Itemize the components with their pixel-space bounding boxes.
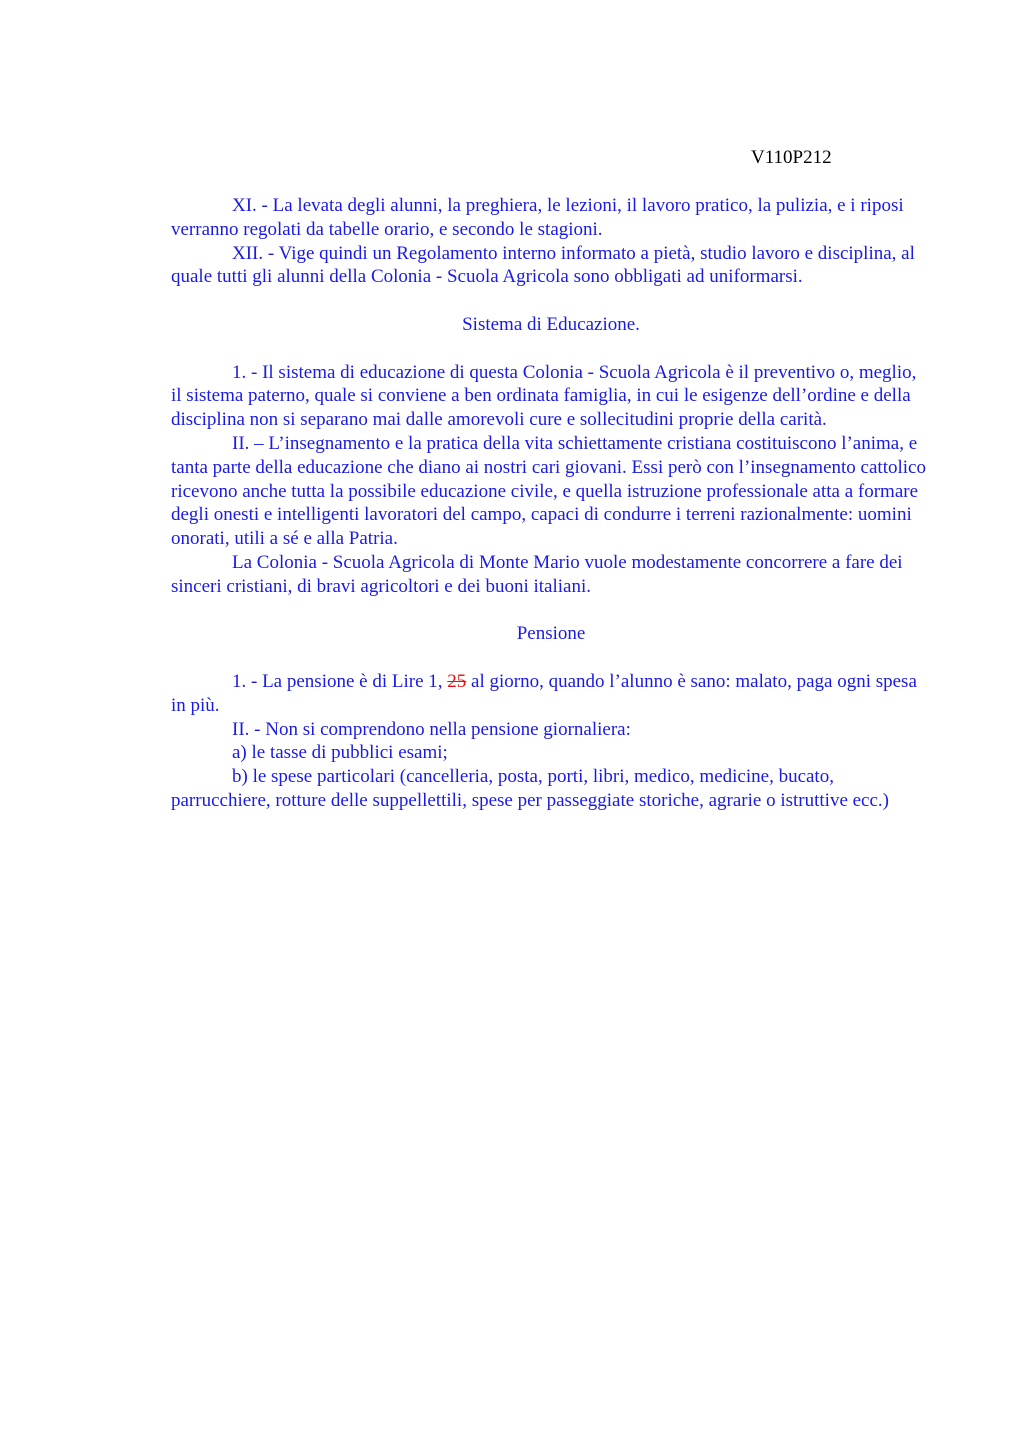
paragraph-xi: XI. - La levata degli alunni, la preghiera, le lezioni, il lavoro pratico, la pulizia, e i riposi verranno regolati da tabelle orario, e secondo le stagioni. — [171, 195, 904, 240]
paragraph-pensione-1 — [171, 670, 931, 718]
paragraph-xii: XII. - Vige quindi un Regolamento interno informato a pietà, studio lavoro e disciplina, al quale tutti gli alunni della Colonia - Scuola Agricola sono obbligati ad uniformarsi. — [171, 242, 915, 288]
paragraph-educazione-2: II. – L’insegnamento e la pratica della vita schiettamente cristiana costituiscono l’anima, e tanta parte della educazione che diano ai nostri cari giovani. Essi però con l’insegnamento cattolico ricevono anche tutta la possibile educazione civile, e quella istruzione professionale atta a formare degli onesti e intelligenti lavoratori del campo, capaci di condurre i terreni razionalmente: uomini onorati, utili a sé e alla Patria. — [171, 432, 926, 550]
struck-amount: 25 — [447, 670, 467, 692]
document-body — [171, 194, 931, 813]
spacer — [171, 289, 931, 313]
spacer — [171, 337, 931, 361]
paragraph-pensione-2: II. - Non si comprendono nella pensione giornaliera: — [232, 718, 631, 740]
pensione-1-text-before: 1. - La pensione è di Lire 1, — [232, 670, 448, 692]
spacer — [171, 646, 931, 670]
paragraph-educazione-3: La Colonia - Scuola Agricola di Monte Mario vuole modestamente concorrere a fare dei sinceri cristiani, di bravi agricoltori e dei buoni italiani. — [171, 551, 903, 597]
spacer — [171, 599, 931, 623]
paragraph-educazione-1: 1. - Il sistema di educazione di questa Colonia - Scuola Agricola è il preventivo o, meglio, il sistema paterno, quale si conviene a ben ordinata famiglia, in cui le esigenze dell’ordine e della disciplina non si separano mai dalle amorevoli cure e sollecitudini proprie della carità. — [171, 361, 917, 431]
pensione-1-text-after: al giorno, quando l’alunno è sano: malato, paga ogni spesa in più. — [171, 670, 917, 716]
paragraph-pensione-b: b) le spese particolari (cancelleria, posta, porti, libri, medico, medicine, bucato, parrucchiere, rotture delle suppellettili, spese per passeggiate storiche, agrarie o istruttive ecc.) — [171, 766, 890, 811]
heading-sistema-di-educazione: Sistema di Educazione. — [462, 313, 640, 335]
paragraph-pensione-a: a) le tasse di pubblici esami; — [232, 742, 448, 764]
page-code: V110P212 — [751, 147, 832, 168]
heading-pensione: Pensione — [516, 623, 586, 645]
